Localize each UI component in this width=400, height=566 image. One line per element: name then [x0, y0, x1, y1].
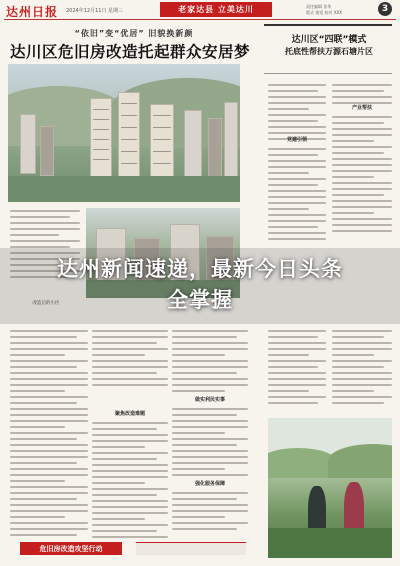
- story-text-column: [268, 330, 326, 408]
- newspaper-logo: 达州日报: [6, 5, 59, 19]
- section-subhead: 聚焦改造难题: [114, 411, 145, 417]
- hero-photo: [8, 64, 240, 202]
- masthead-divider: [4, 19, 396, 20]
- section-subhead: 强化服务保障: [194, 481, 225, 487]
- overlay-title: [0, 254, 400, 316]
- overlay-title-line: 全掌握: [167, 288, 233, 312]
- story-text-column: [268, 84, 326, 144]
- story-text-column: [172, 408, 248, 480]
- overlay-title-line: 达州新闻速递，最新今日头条: [57, 257, 343, 281]
- story-text-column: [10, 330, 88, 540]
- story-text-column: [92, 422, 168, 542]
- story-text-column: [268, 148, 326, 244]
- section-subhead: 做实利民实事: [194, 397, 225, 403]
- story-text-column: [332, 116, 392, 236]
- section-subhead: 产业帮扶: [351, 105, 372, 111]
- banner-strip: [136, 542, 246, 555]
- section-subhead: 党建引领: [286, 137, 307, 143]
- story-kicker: “依旧”变“优居” 旧貌换新颜: [74, 29, 194, 38]
- editor-line: 责任编辑 张华: [306, 4, 332, 9]
- right-story-subheadline: 托底性帮扶万源石塘片区: [285, 47, 373, 56]
- right-story-headline: 达川区“四联”模式: [291, 35, 367, 45]
- section-tab: 老家达县 立美达川: [160, 2, 272, 17]
- editor-line: 版式 视觉 校对 XXX: [306, 10, 343, 15]
- campaign-banner: 危旧房改造攻坚行动: [20, 542, 122, 555]
- issue-date: 2024年12月11日 星期三: [66, 8, 124, 14]
- editor-info: [306, 4, 342, 16]
- page-number-badge: 3: [378, 2, 392, 16]
- story-text-column: [172, 330, 248, 396]
- photo-caption: 改造后的小区: [32, 301, 60, 306]
- story-headline: 达川区危旧房改造托起群众安居梦: [9, 42, 250, 61]
- story-text-column: [172, 492, 248, 534]
- story-text-column: [332, 330, 392, 408]
- tea-garden-photo: [268, 418, 392, 558]
- story-text-column: [92, 330, 168, 390]
